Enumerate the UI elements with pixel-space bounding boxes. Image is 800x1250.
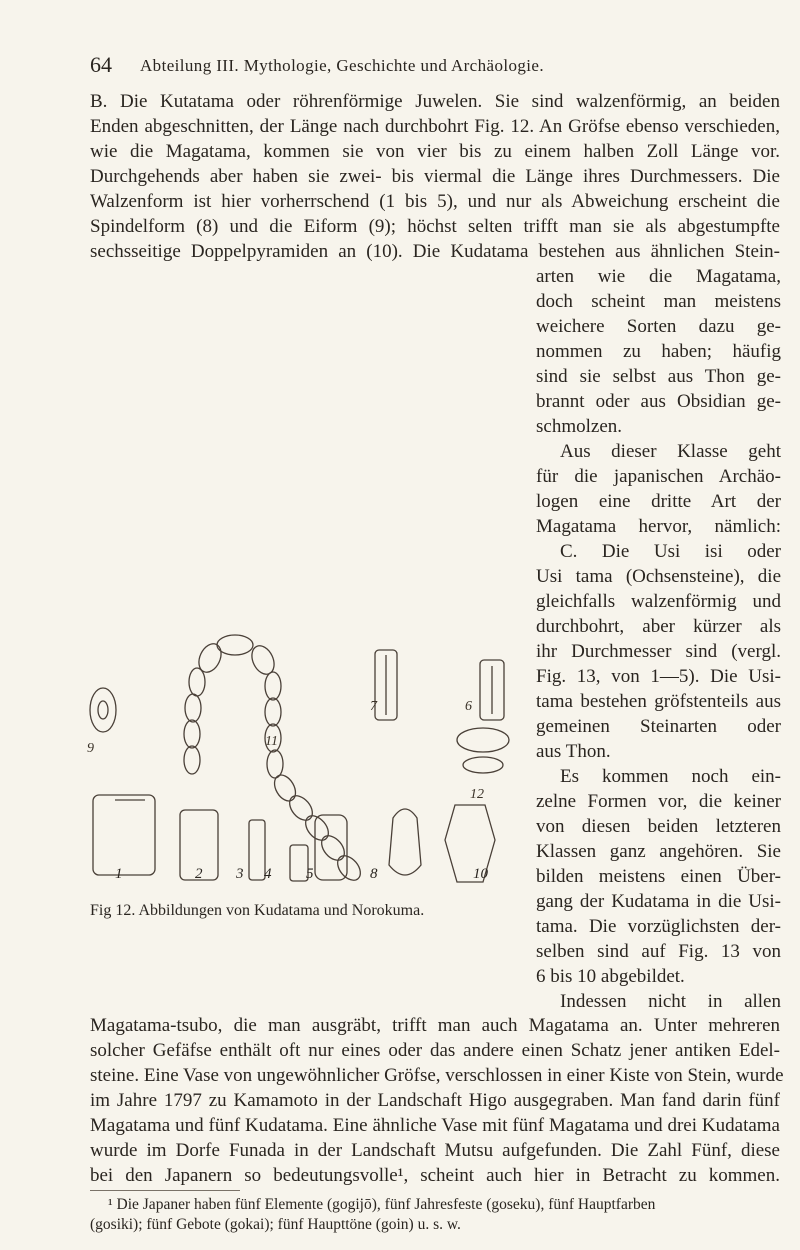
figure-label: 6 [465,699,472,714]
column-line: zelne Formen vor, die keiner [536,791,781,812]
column-line: Es kommen noch ein- [560,766,781,787]
text-line: Spindelform (8) und die Eiform (9); höchst selten trifft man sie als abgestumpfte [90,216,780,237]
footnote-line: (gosiki); fünf Gebote (gokai); fünf Haupttöne (goin) u. s. w. [90,1216,461,1233]
figure-label: 4 [264,866,272,882]
column-line: von diesen beiden letzteren [536,816,781,837]
column-line: 6 bis 10 abgebildet. [536,966,685,987]
column-line: doch scheint man meistens [536,291,781,312]
text-line: Magatama und fünf Kudatama. Eine ähnliche Vase mit fünf Magatama und drei Kudatama [90,1115,780,1136]
figure-caption: Fig 12. Abbildungen von Kudatama und Norokuma. [90,902,425,919]
figure-label: 5 [306,866,314,882]
column-line: Usi tama (Ochsensteine), die [536,566,781,587]
column-line: Magatama hervor, nämlich: [536,516,781,537]
text-line: Magatama-tsubo, die man ausgräbt, trifft man auch Magatama an. Unter mehreren [90,1015,780,1036]
text-line: bei den Japanern so bedeutungsvolle¹, scheint auch hier in Betracht zu kommen. [90,1165,780,1186]
figure-label: 11 [265,734,278,749]
figure-label: 7 [370,699,377,714]
column-line: durchbohrt, aber kürzer als [536,616,781,637]
footnote-rule [90,1190,240,1191]
text-line: im Jahre 1797 zu Kamamoto in der Landschaft Higo ausgegraben. Man fand darin fünf [90,1090,780,1111]
figure-label: 9 [87,741,94,756]
column-line: aus Thon. [536,741,611,762]
column-line: für die japanischen Archäo- [536,466,781,487]
column-line: gleichfalls walzenförmig und [536,591,781,612]
column-line: nommen zu haben; häufig [536,341,781,362]
necklace-drawing [184,635,365,885]
text-line: Walzenform ist hier vorherrschend (1 bis 5), und nur als Abweichung erscheint die [90,191,780,212]
running-header [90,52,780,82]
column-line: brannt oder aus Obsidian ge- [536,391,781,412]
text-line: wie die Magatama, kommen sie von vier bis zu einem halben Zoll Länge vor. [90,141,780,162]
column-line: logen eine dritte Art der [536,491,781,512]
column-line: Aus dieser Klasse geht [560,441,781,462]
column-line: arten wie die Magatama, [536,266,781,287]
column-line: tama bestehen gröfstenteils aus [536,691,781,712]
column-line: gemeinen Steinarten oder [536,716,781,737]
bead-5-drawing [315,815,347,880]
bead-1-drawing [93,795,155,875]
text-line: Enden abgeschnitten, der Länge nach durchbohrt Fig. 12. An Gröfse ebenso verschieden, [90,116,780,137]
bead-8-drawing [389,809,421,875]
bead-3-drawing [249,820,265,880]
header-title: Abteilung III. Mythologie, Geschichte und Archäologie. [140,56,545,75]
column-line: sind sie selbst aus Thon ge- [536,366,781,387]
column-line: schmolzen. [536,416,623,437]
bead-12-drawing [457,728,509,752]
column-line: Fig. 13, von 1—5). Die Usi- [536,666,781,687]
figure-12-illustration [85,600,525,895]
footnote-line: ¹ Die Japaner haben fünf Elemente (gogijō), fünf Jahresfeste (goseku), fünf Hauptfarben [108,1196,656,1213]
column-line: weichere Sorten dazu ge- [536,316,781,337]
column-line: bilden meistens einen Über- [536,866,781,887]
column-line: ihr Durchmesser sind (vergl. [536,641,781,662]
column-line: tama. Die vorzüglichsten der- [536,916,781,937]
page-number: 64 [90,52,112,77]
figure-label: 8 [370,866,378,882]
figure-label: 10 [473,866,488,882]
figure-label: 1 [115,866,123,882]
text-line: B. Die Kutatama oder röhrenförmige Juwelen. Sie sind walzenförmig, an beiden [90,91,780,112]
text-line: solcher Gefäfse enthält oft nur eines oder das andere einen Schatz jener antiken Edel- [90,1040,780,1061]
column-line: Indessen nicht in allen [560,991,781,1012]
bead-9-drawing [90,688,116,732]
text-line: wurde im Dorfe Funada in der Landschaft Mutsu aufgefunden. Die Zahl Fünf, diese [90,1140,780,1161]
figure-label: 3 [236,866,244,882]
text-line: steine. Eine Vase von ungewöhnlicher Gröfse, verschlossen in einer Kiste von Stein, wurde [90,1065,784,1086]
figure-label: 2 [195,866,203,882]
column-line: Klassen ganz angehören. Sie [536,841,781,862]
figure-label: 12 [470,787,484,802]
column-line: gang der Kudatama in die Usi- [536,891,781,912]
text-line: Durchgehends aber haben sie zwei- bis viermal die Länge ihres Durchmessers. Die [90,166,780,187]
column-line: selben sind auf Fig. 13 von [536,941,781,962]
text-line: sechsseitige Doppelpyramiden an (10). Die Kudatama bestehen aus ähnlichen Stein- [90,241,780,262]
column-line: C. Die Usi isi oder [560,541,781,562]
